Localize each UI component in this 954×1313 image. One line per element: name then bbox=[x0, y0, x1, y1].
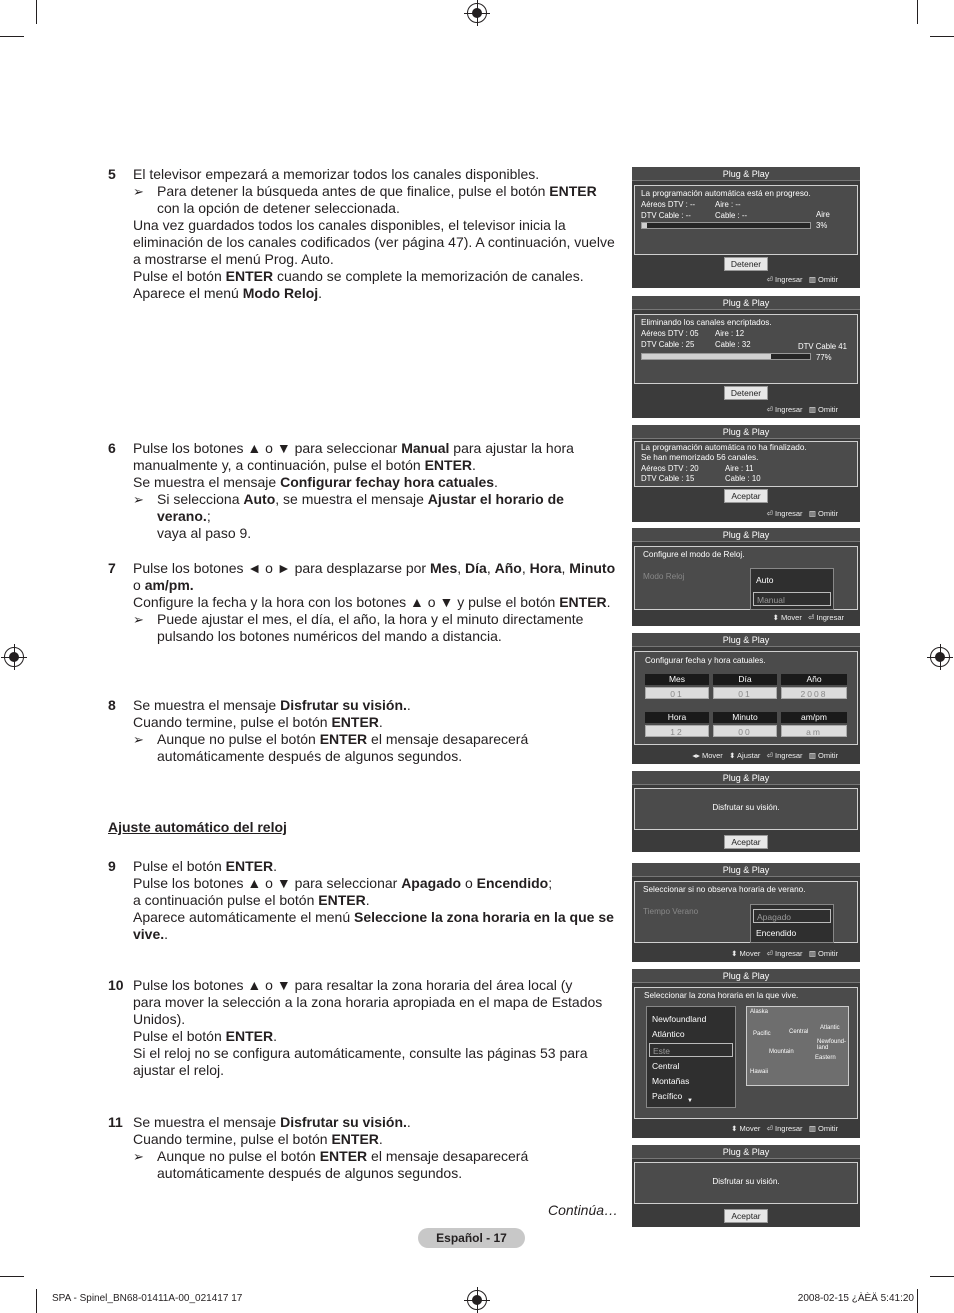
month-header: Mes bbox=[645, 674, 709, 685]
hint-row: ◂▸ Mover ⬍ Ajustar ⏎ Ingresar ▥ Omitir bbox=[692, 751, 838, 760]
step-number: 9 bbox=[108, 858, 116, 874]
stop-button[interactable]: Detener bbox=[724, 257, 768, 271]
step-line: Pulse el botón ENTER cuando se complete la memorización de canales. bbox=[133, 268, 584, 284]
enter-icon: ⏎ bbox=[808, 613, 815, 622]
updown-icon: ⬍ bbox=[731, 949, 738, 958]
accept-button[interactable]: Aceptar bbox=[724, 489, 768, 503]
hint-row: ⏎ Ingresar ▥ Omitir bbox=[766, 275, 838, 284]
step-5 bbox=[108, 166, 620, 302]
arrow-icon: ➢ bbox=[133, 612, 144, 627]
step-number: 11 bbox=[108, 1114, 123, 1130]
year-header: Año bbox=[781, 674, 847, 685]
zone-newfoundland[interactable]: Newfoundland bbox=[652, 1014, 707, 1024]
accept-button[interactable]: Aceptar bbox=[724, 835, 768, 849]
step-8 bbox=[108, 697, 620, 765]
crop-mark bbox=[917, 1289, 918, 1313]
screen-panel: La programación automática está en progreso. Aéreos DTV : -- Aire : -- DTV Cable : -- Cable : -- Aire 3% bbox=[634, 185, 858, 255]
screen-enjoy bbox=[632, 771, 860, 852]
screen-dst bbox=[632, 863, 860, 962]
ampm-header: am/pm bbox=[781, 712, 847, 723]
hint-row: ⬍ Mover ⏎ Ingresar bbox=[772, 613, 844, 622]
accept-button[interactable]: Aceptar bbox=[724, 1209, 768, 1223]
year-field[interactable]: 2008 bbox=[781, 687, 847, 699]
exit-icon: ▥ bbox=[808, 751, 816, 760]
screen-panel: Disfrutar su visión. bbox=[634, 1162, 858, 1204]
step-line: Si el reloj no se configura automáticamente, consulte las páginas 53 para bbox=[133, 1045, 588, 1061]
footer-right: 2008-02-15 ¿ÀÈÄ 5:41:20 bbox=[797, 1293, 914, 1304]
step-line: Configure la fecha y la hora con los botones ▲ o ▼ y pulse el botón ENTER. bbox=[133, 594, 611, 610]
footer-left: SPA - Spinel_BN68-01411A-00_021417 17 bbox=[52, 1293, 243, 1304]
zone-eastern[interactable]: Este bbox=[649, 1043, 733, 1057]
step-line: Pulse los botones ◄ o ► para desplazarse por Mes, Día, Año, Hora, Minuto bbox=[133, 560, 616, 576]
step-line: Una vez guardados todos los canales disponibles, el televisor inicia la bbox=[133, 217, 566, 233]
enter-icon: ⏎ bbox=[766, 949, 773, 958]
step-note: ➢ Aunque no pulse el botón ENTER el mensaje desaparecerá automáticamente después de algunos segundos. bbox=[133, 1148, 529, 1181]
screen-title: Plug & Play bbox=[632, 969, 860, 983]
step-line: eliminación de los canales codificados (ver página 47). A continuación, vuelve bbox=[133, 234, 615, 250]
screen-panel: Disfrutar su visión. bbox=[634, 788, 858, 830]
step-line: Pulse el botón ENTER. bbox=[133, 1028, 277, 1044]
section-title: Ajuste automático del reloj bbox=[108, 819, 287, 835]
step-note: ➢ Puede ajustar el mes, el día, el año, la hora y el minuto directamente pulsando los botones numéricos del mando a distancia. bbox=[133, 611, 584, 644]
crop-mark bbox=[0, 36, 24, 37]
screen-title: Plug & Play bbox=[632, 425, 860, 439]
step-line: a mostrarse el menú Prog. Auto. bbox=[133, 251, 334, 267]
exit-icon: ▥ bbox=[808, 509, 816, 518]
minute-field[interactable]: 00 bbox=[713, 725, 777, 737]
step-line: Pulse el botón ENTER. bbox=[133, 858, 277, 874]
step-line: Pulse los botones ▲ o ▼ para seleccionar Apagado o Encendido; bbox=[133, 875, 553, 891]
arrow-icon: ➢ bbox=[133, 1149, 144, 1164]
day-field[interactable]: 01 bbox=[713, 687, 777, 699]
step-line: a continuación pulse el botón ENTER. bbox=[133, 892, 370, 908]
step-line: vive.. bbox=[133, 926, 169, 942]
minute-header: Minuto bbox=[713, 712, 777, 723]
progress-bar bbox=[641, 222, 811, 229]
step-line: ajustar el reloj. bbox=[133, 1062, 225, 1078]
option-off[interactable]: Apagado bbox=[753, 909, 831, 923]
zone-central[interactable]: Central bbox=[652, 1061, 680, 1071]
zone-mountain[interactable]: Montañas bbox=[652, 1076, 690, 1086]
screen-enjoy-final bbox=[632, 1145, 860, 1227]
progress-fill bbox=[642, 354, 771, 359]
updown-icon: ⬍ bbox=[731, 1124, 738, 1133]
step-note: ➢ Para detener la búsqueda antes de que finalice, pulse el botón ENTER con la opción de detener seleccionada. bbox=[133, 183, 597, 216]
option-manual[interactable]: Manual bbox=[753, 592, 831, 606]
hint-row: ⏎ Ingresar ▥ Omitir bbox=[766, 509, 838, 518]
enter-icon: ⏎ bbox=[766, 405, 773, 414]
step-line: Cuando termine, pulse el botón ENTER. bbox=[133, 714, 383, 730]
screen-timezone bbox=[632, 969, 860, 1138]
screen-title: Plug & Play bbox=[632, 528, 860, 542]
screen-panel: Configurar fecha y hora catuales. Mes Día Año 01 01 2008 Hora Minuto am/pm 12 00 am bbox=[634, 651, 858, 745]
crop-mark bbox=[917, 0, 918, 24]
screen-progress bbox=[632, 167, 860, 288]
crop-mark bbox=[930, 36, 954, 37]
screen-title: Plug & Play bbox=[632, 296, 860, 310]
continue-label: Continúa… bbox=[548, 1202, 619, 1218]
clock-mode-dropdown[interactable] bbox=[750, 568, 834, 610]
step-number: 6 bbox=[108, 440, 116, 456]
step-note: ➢ Aunque no pulse el botón ENTER el mensaje desaparecerá automáticamente después de algunos segundos. bbox=[133, 731, 529, 764]
exit-icon: ▥ bbox=[808, 405, 816, 414]
page-number-badge: Español - 17 bbox=[418, 1228, 525, 1248]
month-field[interactable]: 01 bbox=[645, 687, 709, 699]
step-line: Aparece el menú Modo Reloj. bbox=[133, 285, 323, 301]
updown-icon: ⬍ bbox=[729, 751, 736, 760]
step-9 bbox=[108, 858, 620, 943]
step-6 bbox=[108, 440, 620, 542]
hour-field[interactable]: 12 bbox=[645, 725, 709, 737]
exit-icon: ▥ bbox=[808, 949, 816, 958]
screen-panel: Seleccionar la zona horaria en la que vive. bbox=[634, 987, 858, 1119]
hour-header: Hora bbox=[645, 712, 709, 723]
step-line: Se muestra el mensaje Disfrutar su visión.. bbox=[133, 1114, 411, 1130]
hint-row: ⬍ Mover ⏎ Ingresar ▥ Omitir bbox=[731, 949, 838, 958]
zone-pacific[interactable]: Pacífico bbox=[652, 1091, 683, 1101]
registration-mark-icon bbox=[4, 647, 24, 667]
screen-title: Plug & Play bbox=[632, 771, 860, 785]
screen-title: Plug & Play bbox=[632, 1145, 860, 1159]
day-header: Día bbox=[713, 674, 777, 685]
crop-mark bbox=[36, 1289, 37, 1313]
exit-icon: ▥ bbox=[808, 275, 816, 284]
step-line: El televisor empezará a memorizar todos los canales disponibles. bbox=[133, 166, 540, 182]
step-line: Pulse los botones ▲ o ▼ para resaltar la zona horaria del área local (y bbox=[133, 977, 573, 993]
arrow-icon: ➢ bbox=[133, 184, 144, 199]
step-line: Aparece automáticamente el menú Seleccione la zona horaria en la que se bbox=[133, 909, 614, 925]
zone-atlantic[interactable]: Atlántico bbox=[652, 1029, 685, 1039]
step-line: Pulse los botones ▲ o ▼ para seleccionar Manual para ajustar la hora bbox=[133, 440, 574, 456]
crop-mark bbox=[36, 0, 37, 24]
screen-removing bbox=[632, 296, 860, 418]
step-line: Se muestra el mensaje Disfrutar su visión.. bbox=[133, 697, 411, 713]
hint-row: ⬍ Mover ⏎ Ingresar ▥ Omitir bbox=[731, 1124, 838, 1133]
step-number: 10 bbox=[108, 977, 124, 993]
enter-icon: ⏎ bbox=[766, 1124, 773, 1133]
timezone-map: Alaska Pacific Central Atlantic Newfound-land Mountain Eastern Hawaii bbox=[746, 1006, 849, 1086]
crop-mark bbox=[0, 1276, 24, 1277]
screen-title: Plug & Play bbox=[632, 633, 860, 647]
arrow-icon: ➢ bbox=[133, 492, 144, 507]
step-line: o am/pm. bbox=[133, 577, 194, 593]
arrow-icon: ➢ bbox=[133, 732, 144, 747]
stop-button[interactable]: Detener bbox=[724, 386, 768, 400]
step-7 bbox=[108, 560, 620, 645]
dst-dropdown[interactable] bbox=[750, 904, 834, 943]
screen-panel: La programación automática no ha finalizado. Se han memorizado 56 canales. Aéreos DTV : 20 Aire : 11 DTV Cable : 15 Cable : 10 bbox=[634, 441, 858, 487]
step-line: para mover la selección a la zona horaria apropiada en el mapa de Estados bbox=[133, 994, 603, 1010]
screen-title: Plug & Play bbox=[632, 863, 860, 877]
enter-icon: ⏎ bbox=[766, 275, 773, 284]
screen-panel: Configure el modo de Reloj. Modo Reloj bbox=[634, 546, 858, 610]
registration-mark-icon bbox=[467, 1290, 487, 1310]
ampm-field[interactable]: am bbox=[781, 725, 847, 737]
progress-fill bbox=[642, 223, 647, 228]
enter-icon: ⏎ bbox=[766, 509, 773, 518]
step-line: Cuando termine, pulse el botón ENTER. bbox=[133, 1131, 383, 1147]
step-line: Se muestra el mensaje Configurar fechay hora catuales. bbox=[133, 474, 498, 490]
step-line: Unidos). bbox=[133, 1011, 186, 1027]
updown-icon: ⬍ bbox=[772, 613, 779, 622]
screen-clock-mode bbox=[632, 528, 860, 626]
screen-panel: Eliminando los canales encriptados. Aéreos DTV : 05 Aire : 12 DTV Cable : 25 Cable : 32 DTV Cable 41 77% bbox=[634, 314, 858, 384]
timezone-list[interactable] bbox=[646, 1006, 736, 1108]
step-note: ➢ Si selecciona Auto, se muestra el mensaje Ajustar el horario de verano.; vaya al paso 9. bbox=[133, 491, 564, 541]
progress-bar bbox=[641, 353, 811, 360]
step-10 bbox=[108, 977, 620, 1079]
exit-icon: ▥ bbox=[808, 1124, 816, 1133]
screen-title: Plug & Play bbox=[632, 167, 860, 181]
option-auto[interactable]: Auto bbox=[756, 575, 774, 585]
option-on[interactable]: Encendido bbox=[756, 928, 797, 938]
hint-row: ⏎ Ingresar ▥ Omitir bbox=[766, 405, 838, 414]
screen-panel: Seleccionar si no observa horaria de verano. Tiempo Verano bbox=[634, 881, 858, 943]
registration-mark-icon bbox=[930, 647, 950, 667]
crop-mark bbox=[930, 1276, 954, 1277]
step-number: 5 bbox=[108, 166, 116, 182]
registration-mark-icon bbox=[467, 3, 487, 23]
step-number: 7 bbox=[108, 560, 116, 576]
screen-finished bbox=[632, 425, 860, 522]
scroll-down-icon[interactable]: ▼ bbox=[687, 1098, 693, 1104]
leftright-icon: ◂▸ bbox=[692, 751, 700, 760]
step-number: 8 bbox=[108, 697, 116, 713]
step-line: manualmente y, a continuación, pulse el botón ENTER. bbox=[133, 457, 476, 473]
step-11 bbox=[108, 1114, 620, 1182]
enter-icon: ⏎ bbox=[766, 751, 773, 760]
screen-date-time bbox=[632, 633, 860, 764]
